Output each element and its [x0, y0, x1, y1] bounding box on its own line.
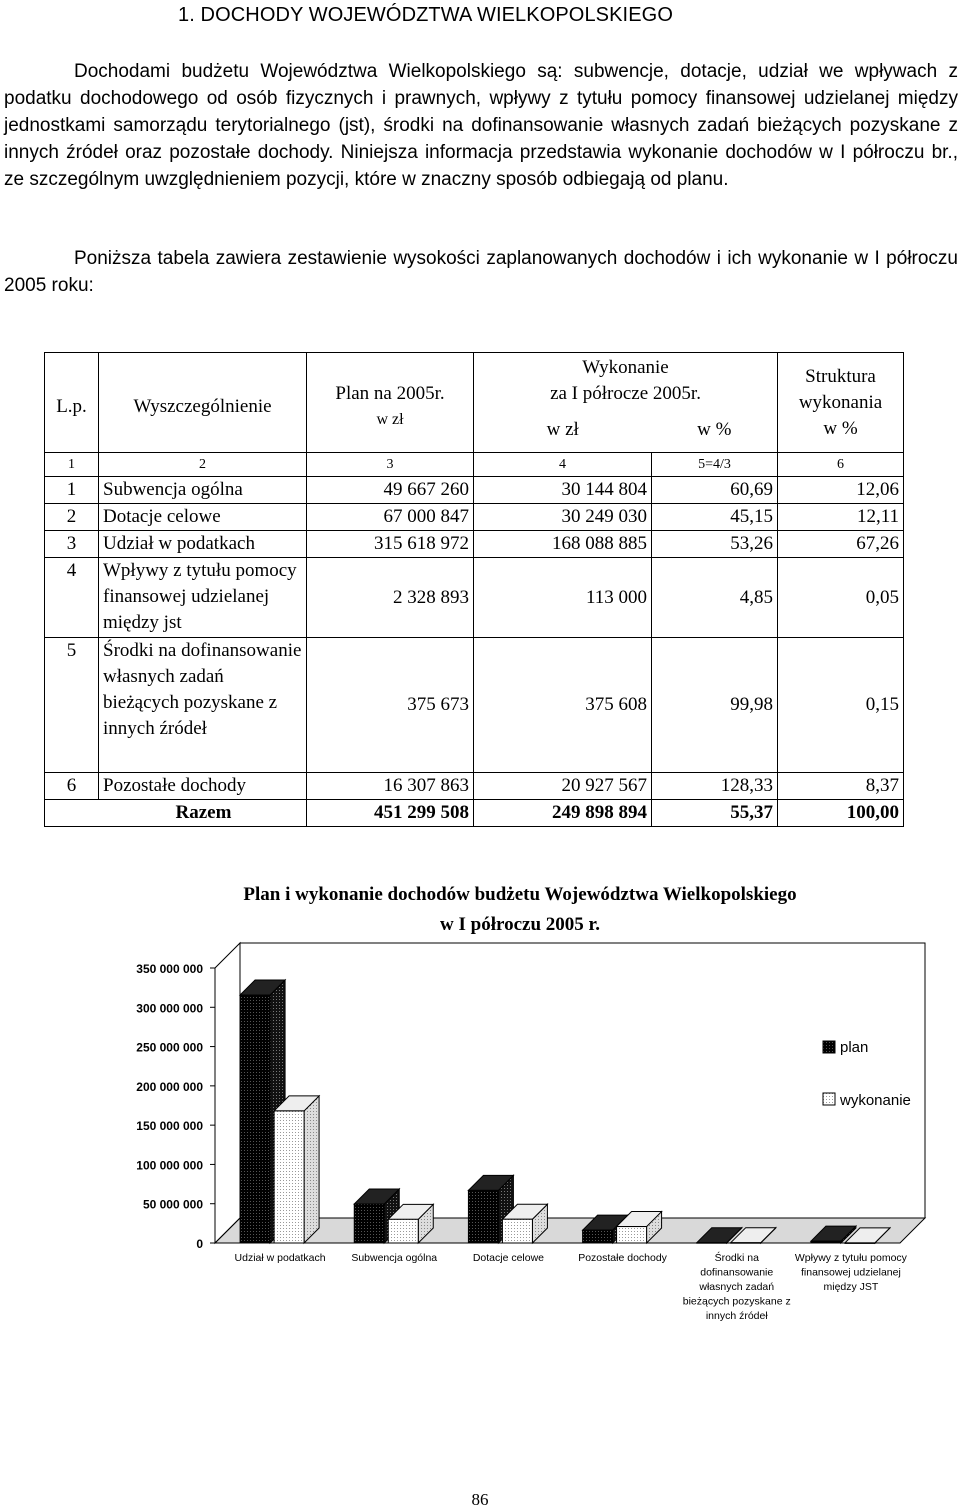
row-plan: 315 618 972	[307, 531, 474, 558]
category-label: finansowej udzielanej	[801, 1266, 901, 1279]
table-intro-paragraph: Poniższa tabela zawiera zestawienie wysokości zaplanowanych dochodów i ich wykonanie w I półroczu 2005 roku:	[4, 248, 958, 296]
header-exec-label: Wykonanie	[582, 356, 669, 378]
plan-bar-front	[583, 1230, 613, 1243]
total-struct: 100,00	[778, 800, 904, 827]
header-structure-1: Struktura	[805, 365, 876, 387]
row-lp: 4	[45, 558, 99, 638]
row-name: Pozostałe dochody	[99, 773, 307, 800]
wykonanie-bar-front	[617, 1227, 647, 1243]
row-struct: 67,26	[778, 531, 904, 558]
column-number: 5=4/3	[652, 453, 778, 477]
y-tick-label: 300 000 000	[136, 1001, 203, 1016]
row-struct: 12,06	[778, 477, 904, 504]
total-pct: 55,37	[652, 800, 778, 827]
legend-wykonanie-label: wykonanie	[840, 1092, 911, 1109]
row-exec: 113 000	[474, 558, 652, 638]
header-exec-pct: w %	[652, 409, 778, 453]
category-label: Udział w podatkach	[234, 1252, 326, 1264]
row-name: Dotacje celowe	[99, 504, 307, 531]
header-name: Wyszczególnienie	[99, 353, 307, 453]
row-name: Wpływy z tytułu pomocy finansowej udzielanej między jst	[99, 558, 307, 638]
header-exec-zl: w zł	[474, 409, 652, 453]
wykonanie-bar-front	[731, 1243, 761, 1244]
row-lp: 1	[45, 477, 99, 504]
header-structure-3: w %	[823, 417, 858, 439]
wykonanie-bar	[274, 1096, 319, 1243]
row-plan: 375 673	[307, 638, 474, 773]
intro-text-part-2: Niniejsza informacja przedstawia wykonanie dochodów w I półroczu br.	[340, 142, 953, 163]
plan-bar-front	[811, 1241, 841, 1243]
category-label: Pozostałe dochody	[578, 1252, 667, 1264]
row-plan: 67 000 847	[307, 504, 474, 531]
column-number: 2	[99, 453, 307, 477]
wykonanie-bar-front	[274, 1111, 304, 1243]
row-pct: 4,85	[652, 558, 778, 638]
legend-plan-swatch	[823, 1041, 835, 1053]
column-number: 3	[307, 453, 474, 477]
plan-bar-front	[468, 1190, 498, 1243]
plan-bar-front	[697, 1243, 727, 1244]
category-label: innych źródeł	[705, 1310, 768, 1322]
row-exec: 30 144 804	[474, 477, 652, 504]
y-tick-label: 0	[196, 1237, 203, 1251]
header-plan-unit: w zł	[376, 410, 404, 428]
plan-bar-front	[240, 995, 270, 1243]
y-tick-label: 200 000 000	[136, 1079, 203, 1094]
chart-back-wall	[240, 943, 925, 1218]
category-label: Subwencja ogólna	[351, 1252, 438, 1264]
wykonanie-bar-front	[388, 1219, 418, 1243]
row-pct: 45,15	[652, 504, 778, 531]
category-label: między JST	[823, 1281, 879, 1293]
header-structure-2: wykonania	[798, 391, 883, 413]
total-plan: 451 299 508	[307, 800, 474, 827]
chart-title-line-1: Plan i wykonanie dochodów budżetu Województwa Wielkopolskiego	[243, 884, 797, 905]
y-tick-label: 150 000 000	[136, 1119, 203, 1134]
wykonanie-bar-front	[502, 1219, 532, 1243]
row-exec: 375 608	[474, 638, 652, 773]
row-name: Środki na dofinansowanie własnych zadań bieżących pozyskane z innych źródeł	[99, 638, 307, 773]
row-plan: 49 667 260	[307, 477, 474, 504]
intro-text-part-1: Dochodami budżetu Województwa Wielkopolskiego są: subwencje, dotacje, udział we wpływach z podatku dochodowego od osób fizycznych i prawnych, wpływy z tytułu pomocy finansowej udzielanej między jednostkami samorządu terytorialnego (jst), środki na dofinansowanie własnych zadań bieżących pozyskane z innych źródeł oraz pozostałe dochody.	[4, 61, 958, 163]
row-pct: 99,98	[652, 638, 778, 773]
row-exec: 168 088 885	[474, 531, 652, 558]
legend-wykonanie-swatch	[823, 1093, 835, 1105]
column-number: 4	[474, 453, 652, 477]
total-exec: 249 898 894	[474, 800, 652, 827]
plan-bar-front	[354, 1204, 384, 1243]
row-pct: 60,69	[652, 477, 778, 504]
wykonanie-bar-side	[304, 1096, 319, 1243]
row-lp: 6	[45, 773, 99, 800]
total-label: Razem	[45, 800, 307, 827]
row-lp: 3	[45, 531, 99, 558]
row-struct: 0,05	[778, 558, 904, 638]
row-lp: 2	[45, 504, 99, 531]
header-lp: L.p.	[45, 353, 99, 453]
row-pct: 53,26	[652, 531, 778, 558]
y-tick-label: 250 000 000	[136, 1040, 203, 1055]
chart-side-wall	[215, 943, 240, 1243]
header-exec-period: za I półrocze 2005r.	[550, 382, 701, 404]
row-name: Udział w podatkach	[99, 531, 307, 558]
y-tick-label: 50 000 000	[142, 1197, 203, 1212]
chart-legend	[823, 1039, 911, 1109]
row-struct: 12,11	[778, 504, 904, 531]
category-label: bieżących pozyskane z	[682, 1295, 791, 1308]
row-pct: 128,33	[652, 773, 778, 800]
chart-title-line-2: w I półroczu 2005 r.	[440, 914, 600, 935]
category-label: Środki na	[714, 1252, 759, 1264]
row-lp: 5	[45, 638, 99, 773]
page-number: 86	[471, 1490, 489, 1509]
category-label: własnych zadań	[699, 1281, 775, 1293]
row-plan: 2 328 893	[307, 558, 474, 638]
category-label: Dotacje celowe	[472, 1252, 545, 1264]
row-exec: 20 927 567	[474, 773, 652, 800]
row-exec: 30 249 030	[474, 504, 652, 531]
chart-bars	[240, 980, 890, 1243]
wykonanie-bar-front	[845, 1243, 875, 1244]
row-struct: 0,15	[778, 638, 904, 773]
header-plan-label: Plan na 2005r.	[335, 382, 445, 404]
intro-text-part-3: , ze szczególnym uwzględnieniem pozycji, które w znaczny sposób odbiegają od planu.	[4, 142, 958, 190]
column-number: 6	[778, 453, 904, 477]
row-name: Subwencja ogólna	[99, 477, 307, 504]
category-label: dofinansowanie	[700, 1266, 774, 1279]
row-struct: 8,37	[778, 773, 904, 800]
y-tick-label: 100 000 000	[136, 1158, 203, 1173]
row-plan: 16 307 863	[307, 773, 474, 800]
y-tick-label: 350 000 000	[136, 962, 203, 976]
legend-plan-label: plan	[840, 1039, 869, 1056]
column-number: 1	[45, 453, 99, 477]
section-heading: 1. DOCHODY WOJEWÓDZTWA WIELKOPOLSKIEGO	[178, 4, 673, 26]
category-label: Wpływy z tytułu pomocy	[794, 1252, 907, 1264]
